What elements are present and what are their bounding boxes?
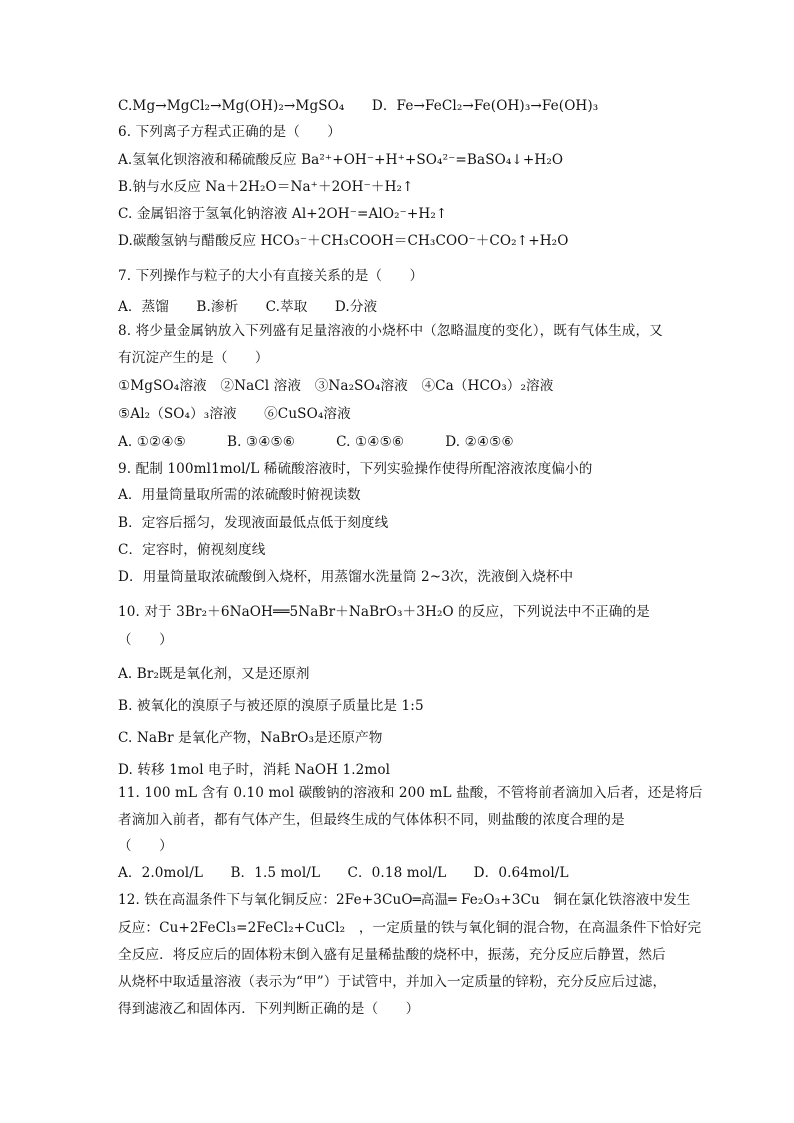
q9-option-d: D．用量筒量取浓硫酸倒入烧杯，用蒸馏水洗量筒 2~3次，洗液倒入烧杯中 xyxy=(118,569,574,585)
q8-stem-line1: 8. 将少量金属钠放入下列盛有足量溶液的小烧杯中（忽略温度的变化），既有气体生成，又 xyxy=(118,323,663,339)
q10-stem-line1: 10. 对于 3Br₂＋6NaOH══5NaBr＋NaBrO₃＋3H₂O 的反应，下列说法中不正确的是 xyxy=(118,604,650,620)
q11-options: A．2.0mol/L B．1.5 mol/L C．0.18 mol/L D．0.64mol/L xyxy=(118,865,569,881)
q8-items-2: ⑤Al₂（SO₄）₃溶液 ⑥CuSO₄溶液 xyxy=(118,406,351,422)
q10-option-b: B. 被氧化的溴原子与被还原的溴原子质量比是 1:5 xyxy=(118,698,424,714)
q7-stem: 7. 下列操作与粒子的大小有直接关系的是（ ） xyxy=(118,268,424,284)
q7-options: A．蒸馏 B.渗析 C.萃取 D.分液 xyxy=(118,299,378,315)
q10-option-d: D. 转移 1mol 电子时，消耗 NaOH 1.2mol xyxy=(118,762,391,778)
q8-stem-line2: 有沉淀产生的是（ ） xyxy=(118,350,269,366)
q11-stem-line3: （ ） xyxy=(118,838,173,854)
q9-option-c: C．定容时，俯视刻度线 xyxy=(118,542,266,558)
q8-items-1: ①MgSO₄溶液 ②NaCl 溶液 ③Na₂SO₄溶液 ④Ca（HCO₃）₂溶液 xyxy=(118,378,554,394)
q12-stem-line1: 12. 铁在高温条件下与氧化铜反应：2Fe+3CuO═高温═ Fe₂O₃+3Cu 铜在氯化铁溶液中发生 xyxy=(118,892,691,908)
q5-options-cd: C.Mg→MgCl₂→Mg(OH)₂→MgSO₄ D．Fe→FeCl₂→Fe(OH)₃→Fe(OH)₃ xyxy=(118,98,599,114)
q12-stem-line3: 全反应．将反应后的固体粉末倒入盛有足量稀盐酸的烧杯中，振荡，充分反应后静置，然后 xyxy=(118,947,666,963)
q11-stem-line2: 者滴加入前者，都有气体产生，但最终生成的气体体积不同，则盐酸的浓度合理的是 xyxy=(118,812,625,828)
q11-stem-line1: 11. 100 mL 含有 0.10 mol 碳酸钠的溶液和 200 mL 盐酸，不管将前者滴加入后者，还是将后 xyxy=(118,785,703,801)
q9-option-a: A．用量筒量取所需的浓硫酸时俯视读数 xyxy=(118,487,361,503)
q6-option-a: A.氢氧化钡溶液和稀硫酸反应 Ba²⁺+OH⁻+H⁺+SO₄²⁻=BaSO₄↓+H₂O xyxy=(118,152,564,168)
q6-stem: 6. 下列离子方程式正确的是（ ） xyxy=(118,124,341,140)
q6-option-d: D.碳酸氢钠与醋酸反应 HCO₃⁻＋CH₃COOH＝CH₃COO⁻＋CO₂↑+H₂O xyxy=(118,233,569,249)
q6-option-c: C. 金属铝溶于氢氧化钠溶液 Al+2OH⁻=AlO₂⁻+H₂↑ xyxy=(118,206,448,222)
q10-stem-line2: （ ） xyxy=(118,632,173,648)
q10-option-c: C. NaBr 是氧化产物，NaBrO₃是还原产物 xyxy=(118,730,383,746)
q12-stem-line4: 从烧杯中取适量溶液（表示为“甲”）于试管中，并加入一定质量的锌粉，充分反应后过滤， xyxy=(118,974,667,990)
q12-stem-line5: 得到滤液乙和固体丙．下列判断正确的是（ ） xyxy=(118,1001,420,1017)
q8-options: A. ①②④⑤ B. ③④⑤⑥ C. ①④⑤⑥ D. ②④⑤⑥ xyxy=(118,434,514,450)
q9-option-b: B．定容后摇匀，发现液面最低点低于刻度线 xyxy=(118,515,389,531)
q9-stem: 9. 配制 100ml1mol/L 稀硫酸溶液时，下列实验操作使得所配溶液浓度偏小的 xyxy=(118,461,593,477)
q10-option-a: A. Br₂既是氧化剂，又是还原剂 xyxy=(118,666,310,682)
q12-stem-line2: 反应：Cu+2FeCl₃=2FeCl₂+CuCl₂ ，一定质量的铁与氧化铜的混合物，在高温条件下恰好完 xyxy=(118,920,702,936)
q6-option-b: B.钠与水反应 Na＋2H₂O＝Na⁺＋2OH⁻＋H₂↑ xyxy=(118,179,414,195)
